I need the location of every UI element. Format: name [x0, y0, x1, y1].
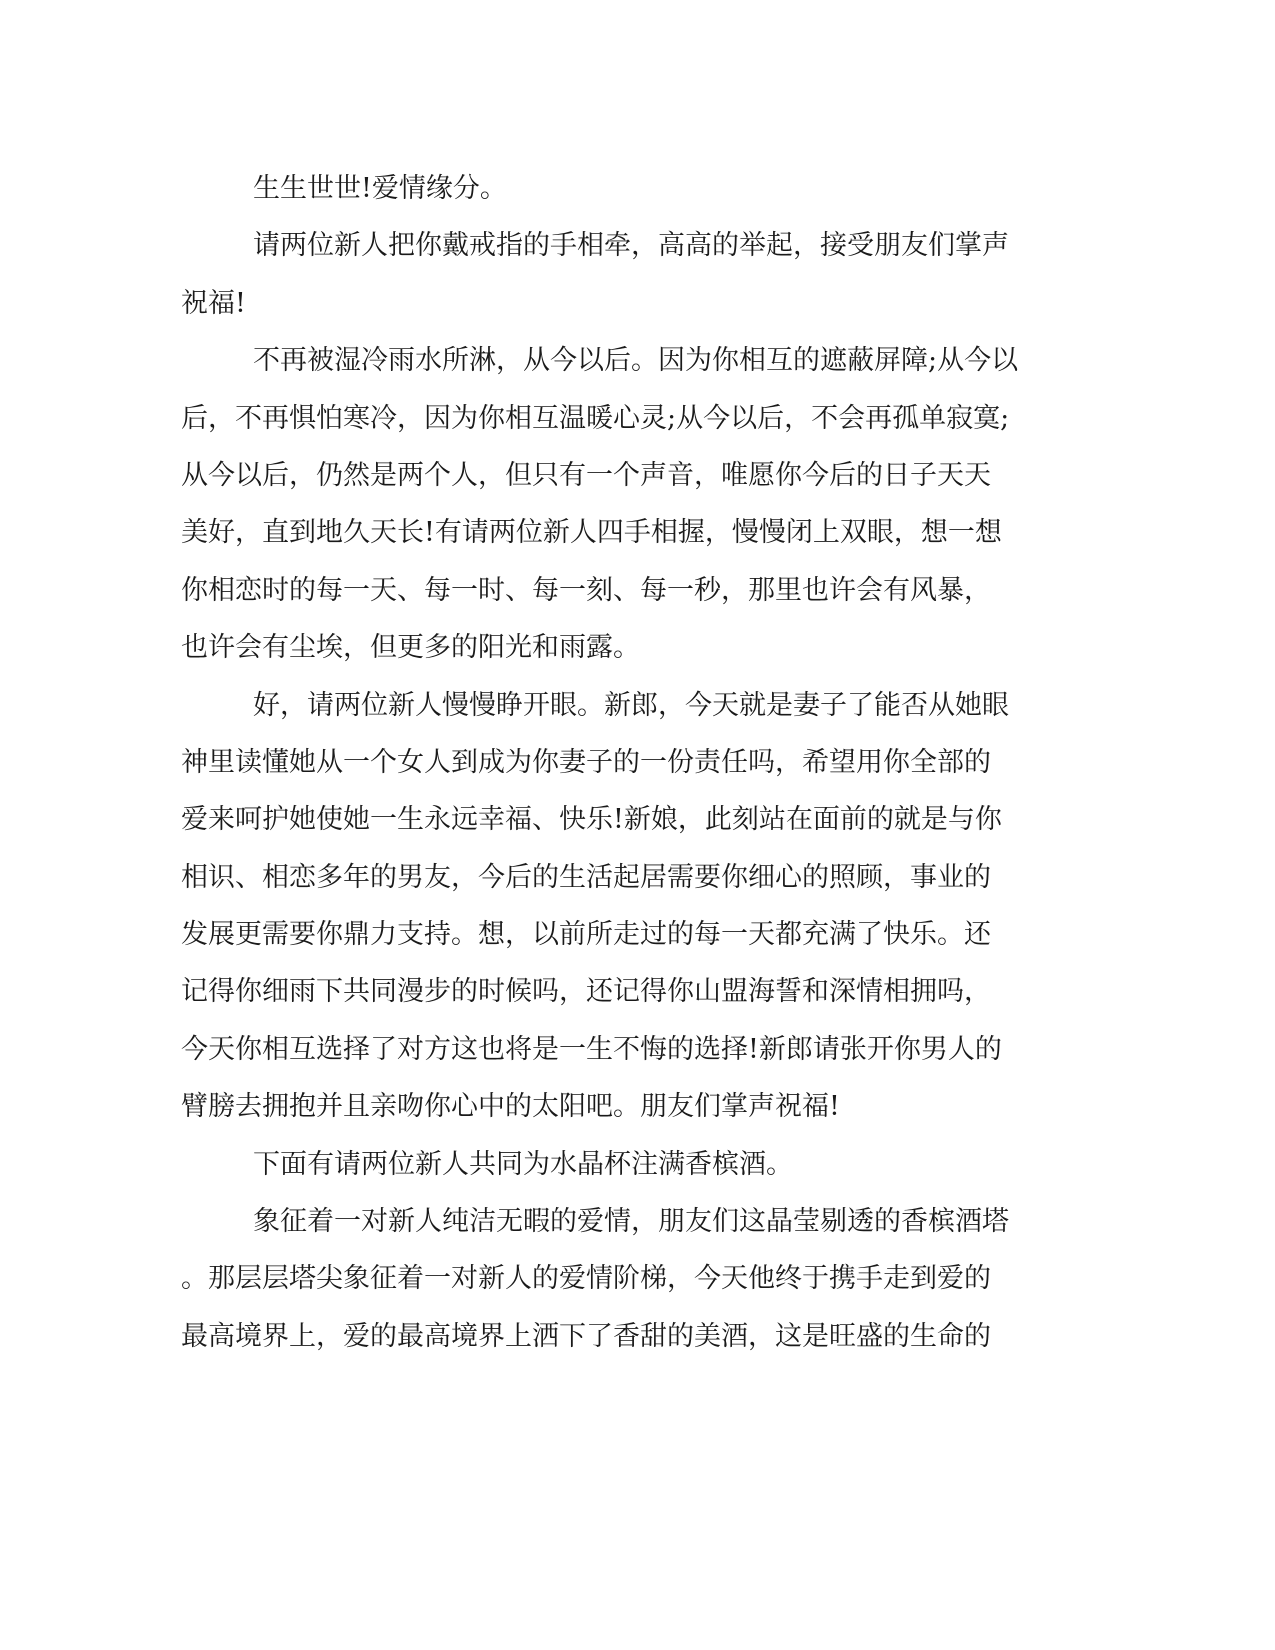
paragraph — [181, 332, 1041, 676]
text-line: 后，不再惧怕寒冷，因为你相互温暖心灵;从今以后，不会再孤单寂寞; — [181, 402, 1010, 434]
text-line: 从今以后，仍然是两个人，但只有一个声音，唯愿你今后的日子天天 — [181, 459, 991, 491]
text-line: 请两位新人把你戴戒指的手相牵，高高的举起，接受朋友们掌声 — [253, 230, 1009, 262]
text-line: 爱来呵护她使她一生永远幸福、快乐!新娘，此刻站在面前的就是与你 — [181, 804, 1002, 836]
paragraph — [181, 1136, 1041, 1193]
text-line: 最高境界上，爱的最高境界上洒下了香甜的美酒，这是旺盛的生命的 — [181, 1320, 991, 1352]
text-line: 臂膀去拥抱并且亲吻你心中的太阳吧。朋友们掌声祝福! — [181, 1091, 840, 1123]
text-line: 生生世世!爱情缘分。 — [253, 173, 507, 204]
text-line: 相识、相恋多年的男友，今后的生活起居需要你细心的照顾，事业的 — [181, 861, 991, 893]
text-line: 不再被湿冷雨水所淋，从今以后。因为你相互的遮蔽屏障;从今以 — [253, 345, 1019, 377]
text-line: 今天你相互选择了对方这也将是一生不悔的选择!新郎请张开你男人的 — [181, 1033, 1002, 1065]
paragraph — [181, 677, 1041, 1136]
text-line: 也许会有尘埃，但更多的阳光和雨露。 — [181, 632, 640, 664]
text-line: 发展更需要你鼎力支持。想，以前所走过的每一天都充满了快乐。还 — [181, 919, 991, 951]
text-line: 下面有请两位新人共同为水晶杯注满香槟酒。 — [253, 1148, 793, 1180]
text-line: 好，请两位新人慢慢睁开眼。新郎，今天就是妻子了能否从她眼 — [253, 689, 1009, 721]
text-line: 你相恋时的每一天、每一时、每一刻、每一秒，那里也许会有风暴， — [181, 574, 991, 606]
paragraph — [181, 160, 1041, 217]
text-line: 神里读懂她从一个女人到成为你妻子的一份责任吗，希望用你全部的 — [181, 746, 991, 778]
text-line: 美好，直到地久天长!有请两位新人四手相握，慢慢闭上双眼，想一想 — [181, 517, 1002, 549]
text-line: 。那层层塔尖象征着一对新人的爱情阶梯，今天他终于携手走到爱的 — [181, 1263, 991, 1295]
paragraph — [181, 1193, 1041, 1365]
paragraph — [181, 217, 1041, 332]
text-line: 祝福! — [181, 287, 246, 319]
text-line: 记得你细雨下共同漫步的时候吗，还记得你山盟海誓和深情相拥吗， — [181, 976, 991, 1008]
text-line: 象征着一对新人纯洁无暇的爱情，朋友们这晶莹剔透的香槟酒塔 — [253, 1206, 1009, 1238]
document-body — [181, 160, 1041, 1365]
